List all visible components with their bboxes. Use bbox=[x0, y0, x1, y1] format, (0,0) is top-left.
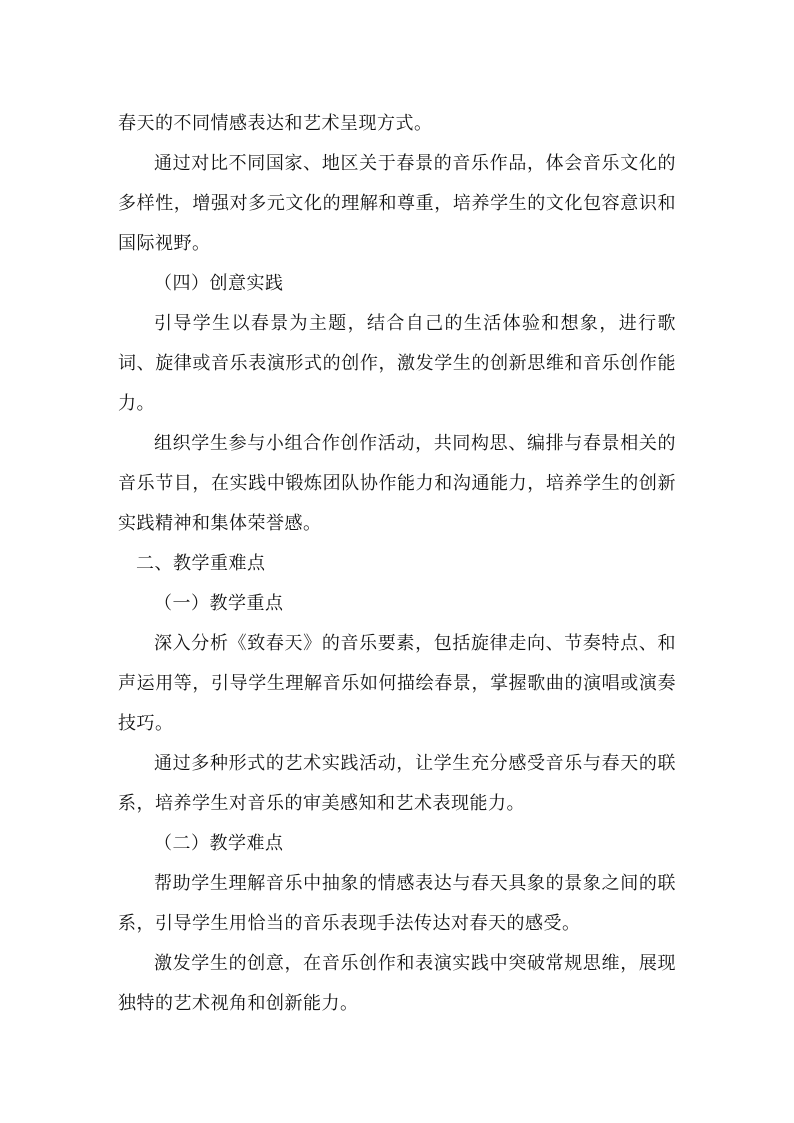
paragraph-cultural-diversity: 通过对比不同国家、地区关于春景的音乐作品，体会音乐文化的多样性，增强对多元文化的理解和尊重，培养学生的文化包容意识和国际视野。 bbox=[118, 153, 676, 254]
document-body bbox=[118, 104, 676, 1024]
paragraph-analysis: 深入分析《致春天》的音乐要素，包括旋律走向、节奏特点、和声运用等，引导学生理解音乐如何描绘春景，掌握歌曲的演唱或演奏技巧。 bbox=[118, 633, 676, 734]
section-heading-key-difficult-points: 二、教学重难点 bbox=[136, 553, 266, 574]
paragraph-group-activity: 组织学生参与小组合作创作活动，共同构思、编排与春景相关的音乐节目，在实践中锻炼团队协作能力和沟通能力，培养学生的创新实践精神和集体荣誉感。 bbox=[118, 433, 676, 534]
paragraph-creativity: 激发学生的创意，在音乐创作和表演实践中突破常规思维，展现独特的艺术视角和创新能力。 bbox=[118, 953, 676, 1014]
section-heading-creative-practice: （四）创意实践 bbox=[154, 273, 284, 294]
paragraph-creative-guidance: 引导学生以春景为主题，结合自己的生活体验和想象，进行歌词、旋律或音乐表演形式的创作，激发学生的创新思维和音乐创作能力。 bbox=[118, 313, 676, 414]
section-heading-difficult-points: （二）教学难点 bbox=[154, 833, 284, 854]
paragraph-continuation: 春天的不同情感表达和艺术呈现方式。 bbox=[118, 113, 433, 134]
section-heading-key-points: （一）教学重点 bbox=[154, 593, 284, 614]
paragraph-emotional-understanding: 帮助学生理解音乐中抽象的情感表达与春天具象的景象之间的联系，引导学生用恰当的音乐表现手法传达对春天的感受。 bbox=[118, 873, 676, 934]
paragraph-art-practice: 通过多种形式的艺术实践活动，让学生充分感受音乐与春天的联系，培养学生对音乐的审美感知和艺术表现能力。 bbox=[118, 753, 676, 814]
